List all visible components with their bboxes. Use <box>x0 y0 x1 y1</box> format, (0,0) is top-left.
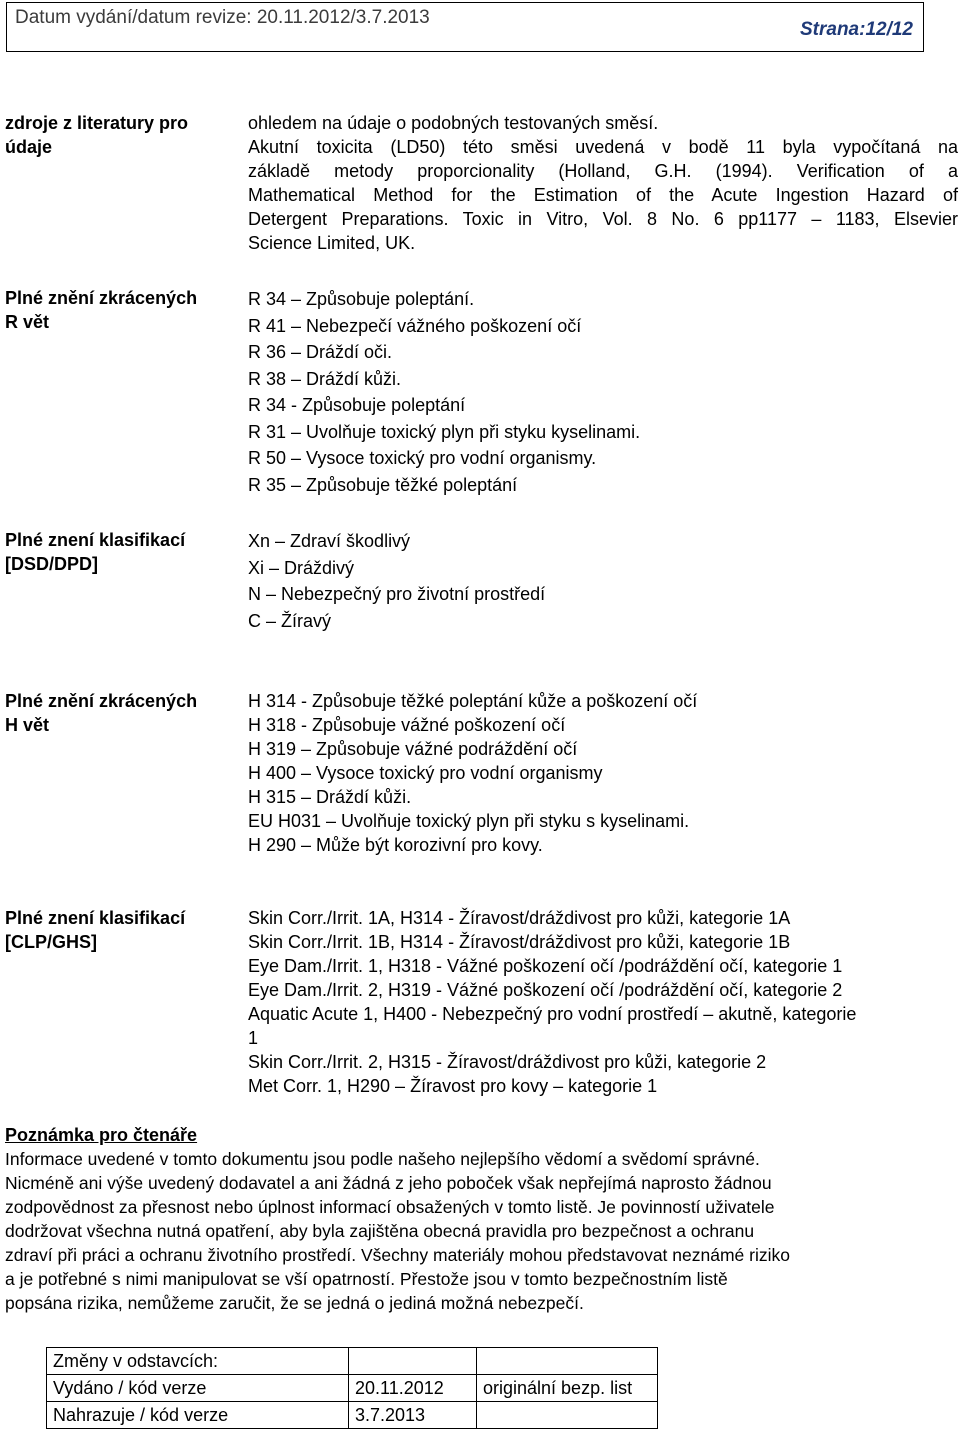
clp-item: Skin Corr./Irrit. 1B, H314 - Žíravost/dráždivost pro kůži, kategorie 1B <box>248 932 791 952</box>
r-phrase: R 38 – Dráždí kůži. <box>248 368 402 389</box>
note-title: Poznámka pro čtenáře <box>5 1125 198 1145</box>
dsd-item: C – Žíravý <box>248 610 332 631</box>
clp-item: 1 <box>248 1028 259 1048</box>
section-text: ohledem na údaje o podobných testovaných směsí. Akutní toxicita (LD50) této směsi uvedená v bodě 11 byla vypočítaná na základě metody proporcionality (Holland, G.H. (1994). Verification of a Mathematical Method for the Estimation of the Acute Ingestion Hazard of Detergent Preparations. Toxic in Vitro, Vol. 8 No. 6 pp1177 – 1183, Elsevier Science Limited, UK. <box>248 113 958 253</box>
h-phrase: H 319 – Způsobuje vážné podráždění očí <box>248 739 578 759</box>
h-phrases-list <box>248 689 958 857</box>
r-phrase: R 36 – Dráždí oči. <box>248 342 393 362</box>
h-phrase: H 318 - Způsobuje vážné poškození očí <box>248 715 566 735</box>
clp-item: Eye Dam./Irrit. 1, H318 - Vážné poškození očí /podráždění očí, kategorie 1 <box>248 956 843 976</box>
clp-item: Eye Dam./Irrit. 2, H319 - Vážné poškození očí /podráždění očí, kategorie 2 <box>248 980 843 1000</box>
dsd-item: N – Nebezpečný pro životní prostředí <box>248 584 546 604</box>
r-phrase: R 31 – Uvolňuje toxický plyn při styku kyselinami. <box>248 421 641 442</box>
issued-date: 20.11.2012 <box>349 1375 477 1402</box>
section-label: Plné znení klasifikací [CLP/GHS] <box>5 908 186 952</box>
r-phrase: R 41 – Nebezpečí vážného poškození očí <box>248 315 582 336</box>
table-row <box>47 1348 658 1375</box>
table-row <box>47 1375 658 1402</box>
note-body: Informace uvedené v tomto dokumentu jsou podle našeho nejlepšího vědomí a svědomí správné. Nicméně ani výše uvedený dodavatel a ani žádná z jeho poboček však nepřejímá naprosto žádnou zodpovědnost za přesnost nebo úplnost informací obsažených v tomto listě. Je povinností uživatele dodržovat všechna nutná opatření, aby byla zajištěna obecná pravidla pro bezpečnost a ochranu zdraví při práci a ochranu životního prostředí. Všechny materiály mohou představovat neznámé riziko a je potřebné s nimi manipulovat se vší opatrností. Přestože jsou v tomto bezpečnostním listě popsána rizika, nemůžeme zaručit, že se jedná o jediná možná nebezpečí. <box>5 1149 790 1313</box>
h-phrase: H 315 – Dráždí kůži. <box>248 787 412 807</box>
h-phrase: H 314 - Způsobuje těžké poleptání kůže a poškození očí <box>248 691 698 711</box>
h-phrase: EU H031 – Uvolňuje toxický plyn při styku s kyselinami. <box>248 811 690 831</box>
h-phrase: H 290 – Může být korozivní pro kovy. <box>248 835 543 855</box>
section-label: zdroje z literatury pro údaje <box>5 113 189 157</box>
section-label: Plné znění zkrácených R vět <box>5 288 198 332</box>
replaces-date: 3.7.2013 <box>349 1402 477 1429</box>
dsd-list <box>248 528 958 634</box>
table-row <box>47 1402 658 1429</box>
changes-title: Změny v odstavcích: <box>47 1348 349 1375</box>
page-number: Strana:12/12 <box>799 19 913 40</box>
clp-item: Met Corr. 1, H290 – Žíravost pro kovy – kategorie 1 <box>248 1076 658 1096</box>
clp-list <box>248 906 958 1098</box>
r-phrase: R 35 – Způsobuje těžké poleptání <box>248 474 518 495</box>
revision-date: Datum vydání/datum revize: 20.11.2012/3.7.2013 <box>15 7 430 28</box>
replaces-code <box>477 1402 658 1429</box>
clp-item: Skin Corr./Irrit. 2, H315 - Žíravost/dráždivost pro kůži, kategorie 2 <box>248 1052 767 1072</box>
section-label: Plné znění zkrácených H vět <box>5 691 198 735</box>
changes-table <box>46 1347 658 1429</box>
page-header <box>6 2 924 52</box>
clp-item: Skin Corr./Irrit. 1A, H314 - Žíravost/dráždivost pro kůži, kategorie 1A <box>248 908 791 928</box>
r-phrases-list <box>248 286 958 498</box>
r-phrase: R 50 – Vysoce toxický pro vodní organismy. <box>248 448 597 468</box>
issued-label: Vydáno / kód verze <box>47 1375 349 1402</box>
issued-code: originální bezp. list <box>477 1375 658 1402</box>
reader-note <box>5 1123 955 1315</box>
replaces-label: Nahrazuje / kód verze <box>47 1402 349 1429</box>
r-phrase: R 34 – Způsobuje poleptání. <box>248 289 475 309</box>
dsd-item: Xn – Zdraví škodlivý <box>248 531 411 551</box>
r-phrase: R 34 - Způsobuje poleptání <box>248 395 466 415</box>
section-label: Plné znení klasifikací [DSD/DPD] <box>5 530 186 574</box>
dsd-item: Xi – Dráždivý <box>248 557 355 578</box>
clp-item: Aquatic Acute 1, H400 - Nebezpečný pro vodní prostředí – akutně, kategorie <box>248 1004 857 1024</box>
h-phrase: H 400 – Vysoce toxický pro vodní organismy <box>248 763 603 783</box>
